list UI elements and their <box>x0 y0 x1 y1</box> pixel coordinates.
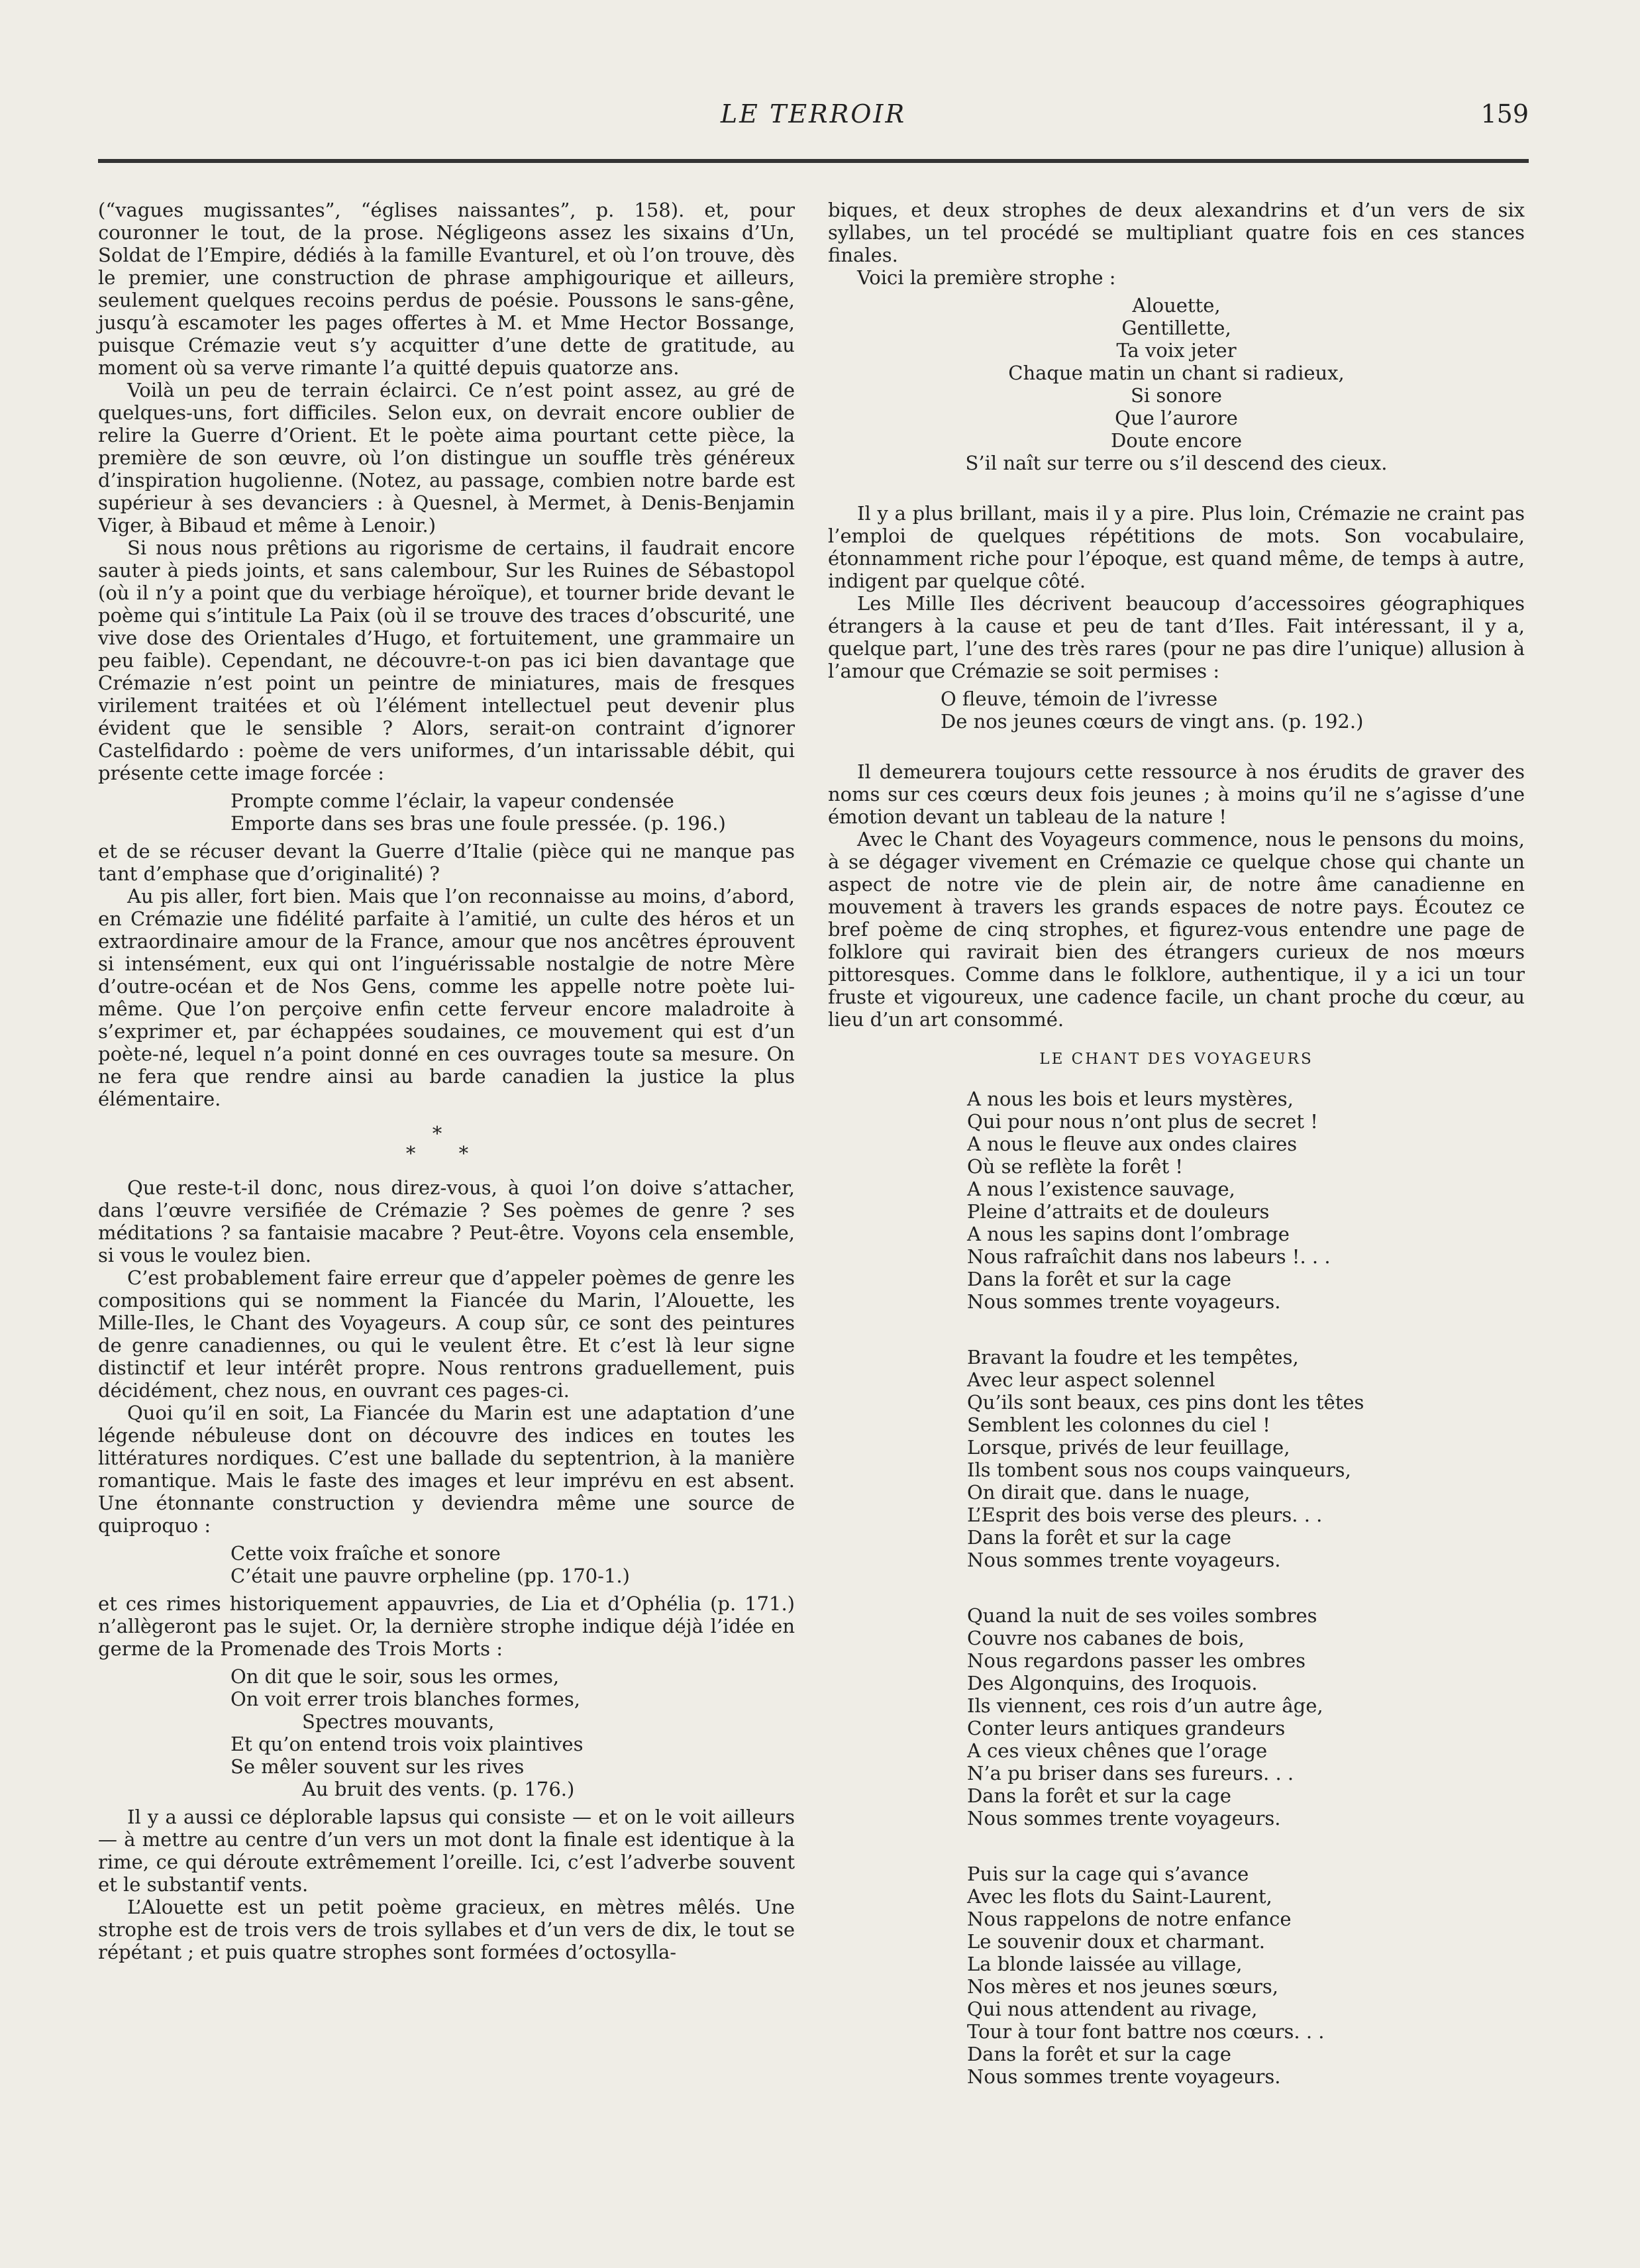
paragraph: Que reste-t-il donc, nous direz-vous, à quoi l’on doive s’attacher, dans l’œuvre versifiée de Crémazie ? Ses poèmes de genre ? ses méditations ? sa fantaisie macabre ? Peut-être. Voyons cela ensemble, si vous le voulez bien. <box>98 1176 795 1266</box>
verse-line: A ces vieux chênes que l’orage <box>967 1739 1268 1762</box>
verse-line: N’a pu briser dans ses fureurs. . . <box>967 1762 1294 1784</box>
verse-line: Nous sommes trente voyageurs. <box>967 1549 1281 1571</box>
verse-line: Lorsque, privés de leur feuillage, <box>967 1436 1290 1459</box>
verse-line: A nous les bois et leurs mystères, <box>967 1088 1294 1110</box>
paragraph: Les Mille Iles décrivent beaucoup d’accessoires géographiques étrangers à la cause et peu de tant d’Iles. Fait intéressant, il y a, quelque part, l’une des très rares (pour ne pas dire l’unique) allusion à l’amour que Crémazie se soit permises : <box>828 592 1525 682</box>
verse-line: Pleine d’attraits et de douleurs <box>967 1200 1270 1223</box>
poem-stanza <box>828 1088 1525 1313</box>
verse-line: Nous rappelons de notre enfance <box>967 1908 1292 1930</box>
verse-line: A nous les sapins dont l’ombrage <box>967 1223 1290 1245</box>
verse-quote <box>98 1665 795 1800</box>
verse-line: Nous sommes trente voyageurs. <box>967 1290 1281 1313</box>
paragraph: C’est probablement faire erreur que d’appeler poèmes de genre les compositions qui se nomment la Fiancée du Marin, l’Alouette, les Mille-Iles, le Chant des Voyageurs. A coup sûr, ce sont des peintures de genre canadiennes, ou qui le veulent être. Et c’est là leur signe distinctif et leur intérêt propre. Nous rentrons graduellement, puis décidément, chez nous, en ouvrant ces pages-ci. <box>98 1266 795 1402</box>
verse-quote <box>98 790 795 835</box>
paragraph: Voilà un peu de terrain éclairci. Ce n’est point assez, au gré de quelques-uns, fort difficiles. Selon eux, on devrait encore oublier de relire la Guerre d’Orient. Et le poète aima pourtant cette pièce, la première de son œuvre, où l’on distingue un souffle très généreux d’inspiration hugolienne. (Notez, au passage, combien notre barde est supérieur à ses devanciers : à Quesnel, à Mermet, à Denis-Benjamin Viger, à Bibaud et même à Lenoir.) <box>98 379 795 537</box>
verse-line: Si sonore <box>1131 384 1222 407</box>
paragraph: Voici la première strophe : <box>857 266 1116 289</box>
verse-line: Dans la forêt et sur la cage <box>967 1526 1231 1549</box>
verse-line: Dans la forêt et sur la cage <box>967 2043 1231 2065</box>
page-header <box>98 99 1529 146</box>
verse-line: C’était une pauvre orpheline (pp. 170-1.) <box>231 1565 630 1587</box>
paragraph: Au pis aller, fort bien. Mais que l’on reconnaisse au moins, d’abord, en Crémazie une fidélité parfaite à l’amitié, un culte des héros et un extraordinaire amour de la France, amour que nos ancêtres éprouvent si intensément, eux qui ont l’inguérissable nostalgie de notre Mère d’outre-océan et de Nos Gens, comme les appelle notre poète lui-même. Que l’on perçoive enfin cette ferveur encore maladroite à s’exprimer et, par échappées soudaines, ce mouvement qui est d’un poète-né, lequel n’a point donné en ces ouvrages toute sa mesure. On ne fera que rendre ainsi au barde canadien la justice la plus élémentaire. <box>98 885 795 1110</box>
verse-line: Qu’ils sont beaux, ces pins dont les têtes <box>967 1391 1364 1414</box>
section-separator <box>98 1123 795 1163</box>
verse-line: Prompte comme l’éclair, la vapeur condensée <box>231 790 674 812</box>
verse-line: L’Esprit des bois verse des pleurs. . . <box>967 1504 1323 1526</box>
paragraph: L’Alouette est un petit poème gracieux, en mètres mêlés. Une strophe est de trois vers de trois syllabes et d’un vers de dix, le tout se répétant ; et puis quatre strophes sont formées d’octosylla- <box>98 1896 795 1963</box>
verse-line: Gentillette, <box>1121 317 1231 339</box>
header-rule <box>98 159 1529 163</box>
poem-title: LE CHANT DES VOYAGEURS <box>1039 1051 1313 1068</box>
verse-line: Semblent les colonnes du ciel ! <box>967 1414 1270 1436</box>
separator-stars: * * <box>405 1142 487 1164</box>
verse-line: Ils tombent sous nos coups vainqueurs, <box>967 1459 1351 1481</box>
verse-line: Se mêler souvent sur les rives <box>231 1755 525 1778</box>
verse-line: On voit errer trois blanches formes, <box>231 1688 580 1710</box>
verse-line: Quand la nuit de ses voiles sombres <box>967 1604 1317 1627</box>
verse-line: Dans la forêt et sur la cage <box>967 1784 1231 1807</box>
page-number: 159 <box>1480 99 1529 129</box>
verse-line: Avec les flots du Saint-Laurent, <box>967 1885 1272 1908</box>
verse-line: A nous le fleuve aux ondes claires <box>967 1133 1298 1155</box>
verse-line: Tour à tour font battre nos cœurs. . . <box>967 2020 1325 2043</box>
verse-line: Qui nous attendent au rivage, <box>967 1998 1258 2020</box>
right-column <box>828 199 1525 2093</box>
poem-stanza <box>828 1863 1525 2088</box>
separator-star: * <box>432 1122 461 1145</box>
left-column <box>98 199 795 1963</box>
paragraph: biques, et deux strophes de deux alexandrins et d’un vers de six syllabes, un tel procédé se multipliant quatre fois en ces stances finales. <box>828 199 1525 266</box>
verse-line: Chaque matin un chant si radieux, <box>1008 362 1345 384</box>
verse-line: S’il naît sur terre ou s’il descend des cieux. <box>965 452 1388 474</box>
verse-line: On dit que le soir, sous les ormes, <box>231 1665 560 1688</box>
running-title: LE TERROIR <box>720 99 907 129</box>
paragraph: Il y a aussi ce déplorable lapsus qui consiste — et on le voit ailleurs — à mettre au centre d’un vers un mot dont la finale est identique à la rime, ce qui déroute extrêmement l’oreille. Ici, c’est l’adverbe souvent et le substantif vents. <box>98 1806 795 1896</box>
verse-line: Au bruit des vents. (p. 176.) <box>302 1778 575 1800</box>
verse-line: Dans la forêt et sur la cage <box>967 1268 1231 1290</box>
verse-line: De nos jeunes cœurs de vingt ans. (p. 192.) <box>941 710 1364 733</box>
verse-line: Et qu’on entend trois voix plaintives <box>231 1733 584 1755</box>
paragraph: Il y a plus brillant, mais il y a pire. Plus loin, Crémazie ne craint pas l’emploi de quelques répétitions de mots. Son vocabulaire, étonnamment riche pour l’époque, est quand même, de temps à autre, indigent par quelque côté. <box>828 502 1525 592</box>
verse-quote <box>98 1542 795 1587</box>
verse-line: Nous sommes trente voyageurs. <box>967 1807 1281 1830</box>
verse-line: Des Algonquins, des Iroquois. <box>967 1672 1258 1694</box>
verse-line: Ils viennent, ces rois d’un autre âge, <box>967 1694 1323 1717</box>
paragraph: (“vagues mugissantes”, “églises naissantes”, p. 158). et, pour couronner le tout, de la prose. Négligeons assez les sixains d’Un, Soldat de l’Empire, dédiés à la famille Evanturel, et où l’on trouve, dès le premier, une construction de phrase amphigourique et ailleurs, seulement quelques recoins perdus de poésie. Poussons le sans-gêne, jusqu’à escamoter les pages offertes à M. et Mme Hector Bossange, puisque Crémazie veut s’y acquitter d’une dette de gratitude, au moment où sa verve rimante l’a quitté depuis quatorze ans. <box>98 199 795 379</box>
verse-line: Cette voix fraîche et sonore <box>231 1542 501 1565</box>
verse-line: Couvre nos cabanes de bois, <box>967 1627 1245 1649</box>
verse-line: Le souvenir doux et charmant. <box>967 1930 1265 1953</box>
verse-line: Nos mères et nos jeunes sœurs, <box>967 1975 1278 1998</box>
verse-line: Qui pour nous n’ont plus de secret ! <box>967 1110 1318 1133</box>
verse-line: Bravant la foudre et les tempêtes, <box>967 1346 1299 1368</box>
verse-line: Doute encore <box>1111 429 1242 452</box>
verse-line: A nous l’existence sauvage, <box>967 1178 1235 1200</box>
verse-line: Spectres mouvants, <box>302 1710 495 1733</box>
paragraph: et de se récuser devant la Guerre d’Italie (pièce qui ne manque pas tant d’emphase que d’originalité) ? <box>98 840 795 885</box>
verse-line: Nous sommes trente voyageurs. <box>967 2065 1281 2088</box>
paragraph: Avec le Chant des Voyageurs commence, nous le pensons du moins, à se dégager vivement en Crémazie ce quelque chose qui chante un aspect de notre vie de plein air, de notre âme canadienne en mouvement à travers les grands espaces de notre pays. Écoutez ce bref poème de cinq strophes, et figurez-vous entendre une page de folklore qui ravirait bien des étrangers curieux de nos mœurs pittoresques. Comme dans le folklore, authentique, il y a ici un tour fruste et vigoureux, une cadence facile, un chant proche du cœur, au lieu d’un art consommé. <box>828 828 1525 1031</box>
poem-stanza <box>828 1604 1525 1830</box>
verse-quote <box>828 294 1525 474</box>
verse-line: Puis sur la cage qui s’avance <box>967 1863 1249 1885</box>
paragraph: Quoi qu’il en soit, La Fiancée du Marin est une adaptation d’une légende nébuleuse dont on découvre des indices en toutes les littératures nordiques. C’est une ballade du septentrion, à la manière romantique. Mais le faste des images et leur imprévu en est absent. Une étonnante construction y deviendra même une source de quiproquo : <box>98 1402 795 1537</box>
verse-line: O fleuve, témoin de l’ivresse <box>941 688 1218 710</box>
verse-line: Avec leur aspect solennel <box>967 1368 1215 1391</box>
paragraph: et ces rimes historiquement appauvries, de Lia et d’Ophélia (p. 171.) n’allègeront pas le sujet. Or, la dernière strophe indique déjà l’idée en germe de la Promenade des Trois Morts : <box>98 1592 795 1660</box>
poem-stanza <box>828 1346 1525 1571</box>
verse-line: Où se reflète la forêt ! <box>967 1155 1184 1178</box>
verse-line: Alouette, <box>1132 294 1221 317</box>
verse-line: Nous regardons passer les ombres <box>967 1649 1306 1672</box>
verse-quote <box>828 688 1525 733</box>
verse-line: Emporte dans ses bras une foule pressée. (p. 196.) <box>231 812 726 835</box>
verse-line: Que l’aurore <box>1115 407 1238 429</box>
paragraph: Si nous nous prêtions au rigorisme de certains, il faudrait encore sauter à pieds joints, et sans calembour, Sur les Ruines de Sébastopol (où il n’y a point que du verbiage héroïque), et tourner bride devant le poème qui s’intitule La Paix (où il se trouve des traces d’obscurité, une vive dose des Orientales d’Hugo, et fortuitement, une grammaire un peu faible). Cependant, ne découvre-t-on pas ici bien davantage que Crémazie n’est point un peintre de miniatures, mais de fresques virilement traitées et où l’élément intellectuel peut devenir plus évident que le sensible ? Alors, serait-on contraint d’ignorer Castelfidardo : poème de vers uniformes, d’un intarissable débit, qui présente cette image forcée : <box>98 537 795 784</box>
verse-line: Conter leurs antiques grandeurs <box>967 1717 1286 1739</box>
verse-line: Ta voix jeter <box>1116 339 1237 362</box>
paragraph: Il demeurera toujours cette ressource à nos érudits de graver des noms sur ces cœurs deux fois jeunes ; à moins qu’il ne s’agisse d’une émotion devant un tableau de la nature ! <box>828 760 1525 828</box>
verse-line: Nous rafraîchit dans nos labeurs !. . . <box>967 1245 1331 1268</box>
verse-line: On dirait que. dans le nuage, <box>967 1481 1251 1504</box>
verse-line: La blonde laissée au village, <box>967 1953 1243 1975</box>
